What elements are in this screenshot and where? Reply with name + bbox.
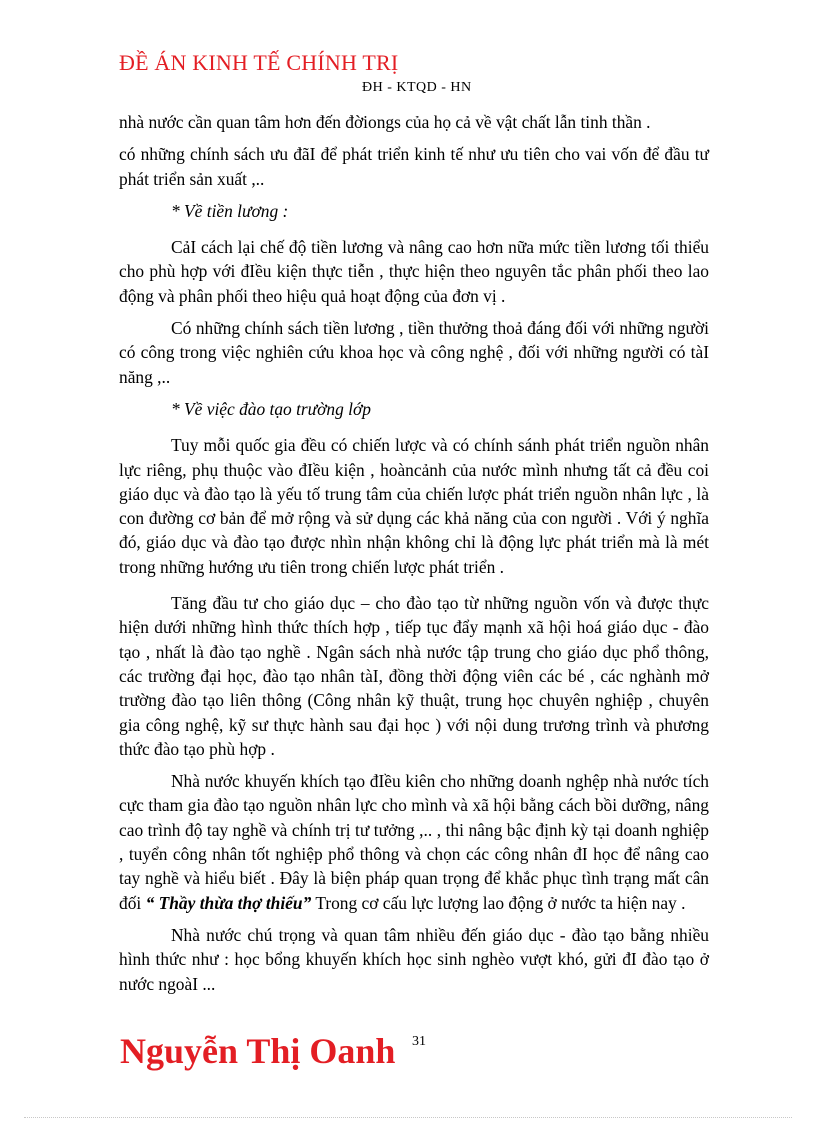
bottom-divider [24, 1117, 792, 1118]
page-number: 31 [412, 1034, 426, 1049]
paragraph-6: Tăng đầu tư cho giáo dục – cho đào tạo từ những nguồn vốn và được thực hiện dưới những hình thức thích hợp , tiếp tục đẩy mạnh xã hội hoá giáo dục - đào tạo , nhất là đào tạo nghề . Ngân sách nhà nước tập trung cho giáo dục phổ thông, các trường đại học, đào tạo nhân tàI, đồng thời động viên các bé , các nghành mở trường đào tạo liên thông (Công nhân kỹ thuật, trung học chuyên nghiệp , chuyên gia công nghệ, kỹ sư thực hành sau đại học ) với nội dung trương trình và phương thức đào tạo phù hợp . [119, 593, 709, 759]
section-heading-salary: * Về tiền lương : [171, 200, 289, 221]
footer-author-name: Nguyễn Thị Oanh [120, 1031, 396, 1071]
paragraph-3: CảI cách lại chế độ tiền lương và nâng cao hơn nữa mức tiền lương tối thiểu cho phù hợp với đIều kiện thực tiễn , thực hiện theo nguyên tắc phân phối theo lao động và phân phối theo hiệu quả hoạt động của đơn vị . [119, 237, 709, 306]
paragraph-5: Tuy mỗi quốc gia đều có chiến lược và có chính sánh phát triển nguồn nhân lực riêng, phụ thuộc vào đIều kiện , hoàncảnh của nước mình nhưng tất cả đều coi giáo dục và đào tạo là yếu tố trung tâm của chiến lược phát triển nguồn nhân lực , là con đường cơ bản để mở rộng và sử dụng các khả năng của con người . Với ý nghĩa đó, giáo dục và đào tạo được nhìn nhận không chỉ là động lực phát triển mà là mét trong những hướng ưu tiên trong chiến lược phát triển . [119, 435, 709, 577]
paragraph-7-text-after: Trong cơ cấu lực lượng lao động ở nước ta hiện nay . [315, 892, 686, 913]
document-body [119, 110, 709, 1004]
section-heading-training: * Về việc đào tạo trường lớp [171, 398, 371, 419]
paragraph-1: nhà nước cần quan tâm hơn đến đờiongs của họ cả về vật chất lẫn tinh thần . [119, 112, 651, 132]
paragraph-8: Nhà nước chú trọng và quan tâm nhiều đến giáo dục - đào tạo bằng nhiều hình thức như : học bổng khuyến khích học sinh nghèo vượt khó, gửi đI đào tạo ở nước ngoàI ... [119, 924, 709, 994]
paragraph-7-text-before: Nhà nước khuyến khích tạo đIều kiên cho những doanh nghệp nhà nước tích cực tham gia đào tạo nguồn nhân lực cho mình và xã hội bằng cách bồi dưỡng, nâng cao trình độ tay nghề và chính trị tư tưởng ,.. , thi nâng bậc định kỳ tại doanh nghiệp , tuyển công nhân tốt nghiệp phổ thông và chọn các công nhân đI học để nâng cao tay nghề và hiểu biết . Đây là biện pháp quan trọng để khắc phục tình trạng mất cân đối [119, 771, 709, 913]
paragraph-2: có những chính sách ưu đãI để phát triển kinh tế như ưu tiên cho vai vốn để đầu tư phát triển sản xuất ,.. [119, 144, 709, 189]
document-header-title: ĐỀ ÁN KINH TẾ CHÍNH TRỊ [119, 50, 399, 75]
paragraph-7-quote: “ Thầy thừa thợ thiếu” [145, 892, 312, 913]
document-header-subtitle: ĐH - KTQD - HN [362, 80, 472, 95]
paragraph-4: Có những chính sách tiền lương , tiền thưởng thoả đáng đối với những người có công trong việc nghiên cứu khoa học và công nghệ , đối với những người có tàI năng ,.. [119, 318, 709, 387]
paragraph-7 [119, 769, 709, 915]
